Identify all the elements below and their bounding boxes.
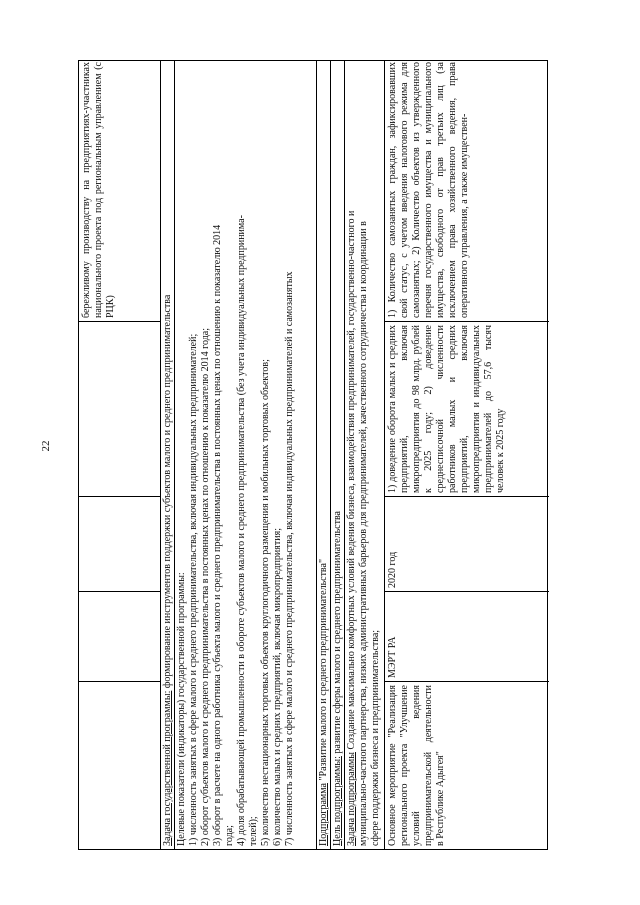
target-item: 7) численность занятых в сфере малого и среднего предпринимательства, включая индивидуальных предпринимателей и самозанятых: [284, 271, 295, 846]
year-cell: [385, 496, 549, 591]
sub-task-line: Создание максимально комфортных условий ведения бизнеса, взаимодействия предпринимателей, государственно-частного и: [346, 210, 357, 750]
sub-goal-label: Цель подпрограммы:: [332, 756, 343, 846]
target-item: 6) количество малых и средних предприятий, включая микропредприятия;: [272, 528, 283, 846]
subprogram-text: "Развитие малого и среднего предпринимательства": [318, 558, 329, 781]
task-gp-row: [161, 61, 175, 849]
target-item: года;: [224, 825, 235, 846]
results-text: 1) доведение оборота малых и средних предприятий, включая микропредприятия до 98 млрд. рублей к 2025 году; 2) доведение среднесписочной численности работников малых и средних предприятий, включая микропредприятия и индивидуальных предпринимателей до 57,6 тысяч человек к 2025 году: [387, 325, 506, 493]
program-table: [78, 60, 548, 850]
sub-task-label: Задача подпрограммы: [346, 752, 357, 846]
activity-cell: [385, 681, 549, 849]
table-cell: [79, 321, 160, 496]
sub-task-line: муниципально-частного партнерства, низких административных барьеров для предпринимателей, качественного сотрудничества и координации в: [358, 221, 369, 846]
target-item: 2) оборот субъектов малого и среднего предпринимательства в постоянных ценах по отношению к показателю 2014 года;: [200, 328, 211, 846]
main-activity-row: [385, 61, 549, 849]
target-item: 4) доля обрабатывающей промышленности в обороте субъектов малого и среднего предпринимательства (без учета индивидуальных предпринима-: [236, 215, 247, 846]
target-item: 1) численность занятых в сфере малого и среднего предпринимательства, включая индивидуальных предпринимателей;: [188, 333, 199, 846]
sub-task-line: сфере поддержки бизнеса и предпринимательства;: [370, 629, 381, 846]
table-row: [79, 61, 161, 849]
sub-task-row: [345, 61, 385, 849]
table-cell: [79, 496, 160, 591]
task-gp-text: формирование инструментов поддержки субъектов малого и среднего предпринимательства: [162, 294, 173, 689]
year-text: 2020 год: [387, 551, 398, 588]
indicators-text: 1) Количество самозанятых граждан, зафиксировавших свой статус, с учетом введения налогового режима для самозанятых; 2) Количество объектов из утвержденного перечня государственного имущества и муниципального имущества, свободного от прав третьих лиц (за исключением права хозяйственного ведения, права оперативного управления, а также имуществен-: [387, 62, 470, 318]
table-cell: [79, 681, 160, 849]
subprogram-row: [317, 61, 331, 849]
targets-block: [175, 61, 317, 849]
table-cell: [79, 591, 160, 681]
executor-cell: [385, 591, 549, 681]
target-item: телей);: [248, 816, 259, 846]
task-gp-label: Задача государственной программы:: [162, 690, 173, 846]
indicators-cell: [385, 59, 549, 321]
indicator-text: бережливому производству на предприятиях-участниках национального проекта под региональным управлением (с РЦК): [81, 62, 116, 318]
sub-goal-row: [331, 61, 345, 849]
subprogram-label: Подпрограмма: [318, 783, 329, 846]
executor-text: МЭРТ РА: [387, 636, 398, 678]
target-item: 5) количество нестационарных торговых объектов круглогодичного размещения и мобильных торговых объектов;: [260, 359, 271, 846]
target-item: 3) оборот в расчете на одного работника субъекта малого и среднего предпринимательства в постоянных ценах по отношению к показателю 2014: [212, 224, 223, 846]
sub-goal-text: развитие сферы малого и среднего предпринимательства: [332, 511, 343, 754]
results-cell: [385, 321, 549, 496]
targets-title: Целевые показатели (индикаторы) государственной программы:: [176, 572, 187, 846]
page-number: 22: [40, 440, 52, 452]
activity-text: Основное мероприятие "Реализация регионального проекта "Улучшение условий ведения предпринимательской деятельности в Республике Адыгея": [387, 685, 446, 846]
table-cell-indicators: [79, 59, 160, 321]
